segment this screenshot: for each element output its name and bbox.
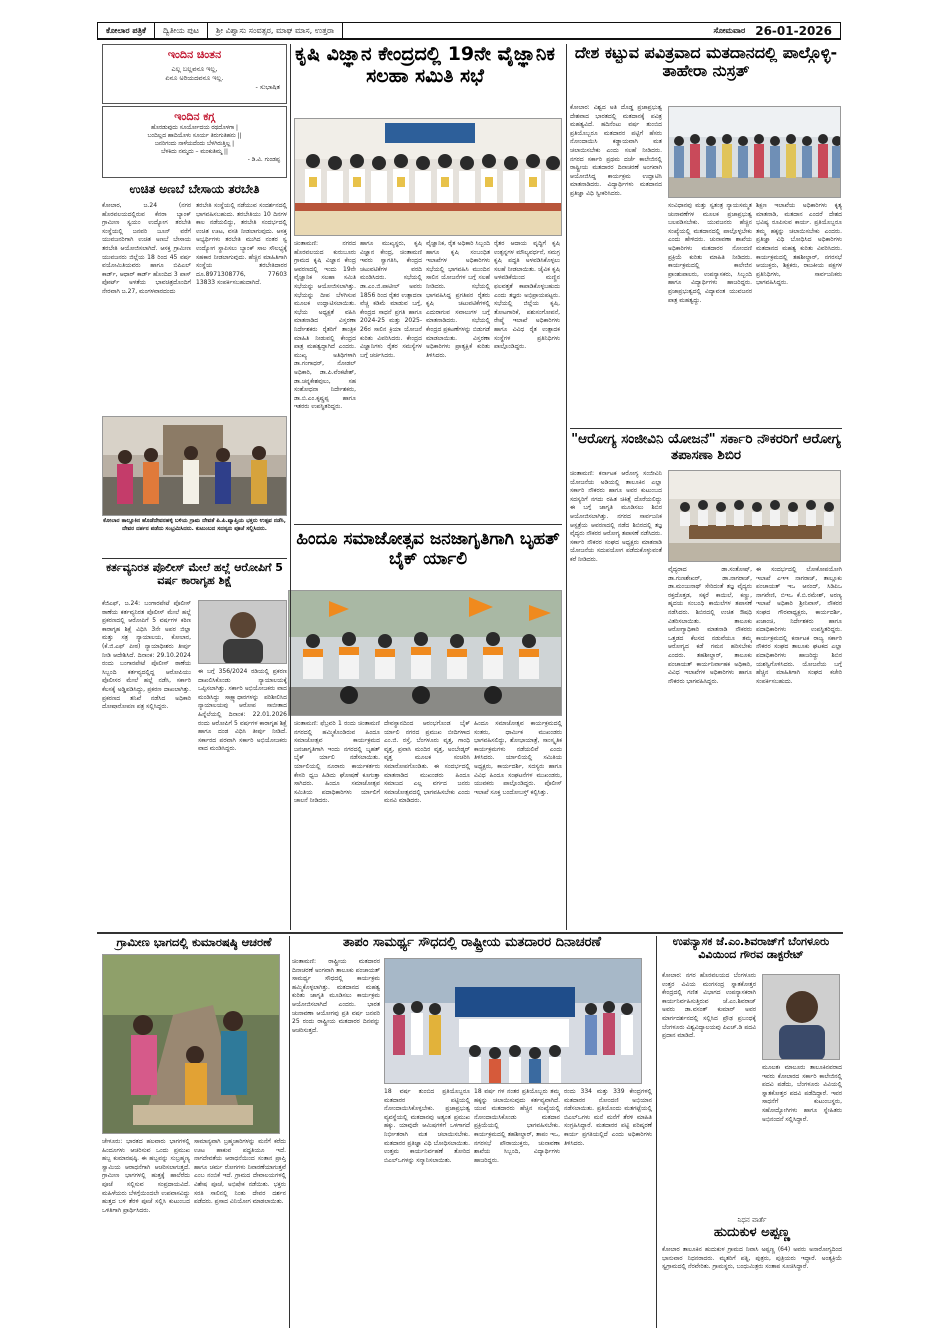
kagga-credit: - ಡಿ.ವಿ. ಗುಂಡಪ್ಪ: [247, 157, 280, 163]
kagga-line-4: ಬೆಳಕಿದು ನಮ್ಮದು – ಮಂಕುತಿಮ್ಮ ||: [161, 149, 228, 155]
obituary-headline: ಹುದುಕುಳ ಅಪ್ಪಣ್ಣ: [713, 1225, 791, 1240]
accused-photo-image: [199, 601, 287, 664]
kumarashashti-col-2: ಸಾಮಾನ್ಯವಾಗಿ ಬ್ರಹ್ಮಚಾರಿಗಳನ್ನು ಮನೆಗೆ ಕರೆದು ಊಟ ಹಾಕುವ ಪದ್ಧತಿಯೂ ಇದೆ. ನಾಗದೇವತೆಯ ಆರಾಧನೆಯಿಂದ ಸಂತಾನ ಪ್ರಾಪ್ತಿ ಹಾಗೂ ಚರ್ಮ ರೋಗಗಳು ನಿವಾರಣೆಯಾಗುತ್ತವೆ ಎಂಬ ನಂಬಿಕೆ ಇದೆ. ಗ್ರಾಮದ ದೇವಾಲಯಗಳಲ್ಲಿ ವಿಶೇಷ ಪೂಜೆ, ಅಭಿಷೇಕ ನಡೆಯಿತು. ಭಕ್ತರು ಸರತಿ ಸಾಲಿನಲ್ಲಿ ನಿಂತು ದೇವರ ದರ್ಶನ ಪಡೆದರು. ಪ್ರಸಾದ ವಿನಿಯೋಗ ಮಾಡಲಾಯಿತು.: [194, 1138, 286, 1206]
kvk-photo-image: [295, 119, 562, 236]
rally-photo: [288, 590, 562, 716]
kvk-col-1: ಚಿಂತಾಮಣಿ: ನಗರದ ಹೊರವಲಯದ ಕುರುಬೂರು ಗ್ರಾಮದ ಕೃಷಿ ವಿಜ್ಞಾನ ಕೇಂದ್ರ ಆವರಣದಲ್ಲಿ ಇಂದು 19ನೇ ವೈಜ್ಞಾನಿಕ ಸಲಹಾ ಸಮಿತಿ ಸಭೆಯನ್ನು ಆಯೋಜಿಸಲಾಗಿತ್ತು. ಸಭೆಯನ್ನು ದೀಪ ಬೆಳಗಿಸುವ ಮೂಲಕ ಉದ್ಘಾಟಿಸಲಾಯಿತು. ಸಭೆಯ ಅಧ್ಯಕ್ಷತೆ ವಹಿಸಿ ಮಾತನಾಡಿದ ವಿಸ್ತರಣಾ ನಿರ್ದೇಶಕರು ರೈತರಿಗೆ ತಾಂತ್ರಿಕ ಮಾಹಿತಿ ನೀಡುವಲ್ಲಿ ಕೇಂದ್ರದ ಪಾತ್ರ ಮಹತ್ವದ್ದಾಗಿದೆ ಎಂದರು. ಮುಖ್ಯ ಅತಿಥಿಗಳಾಗಿ ಡಾ.ಗಂಗಾಧರ್, ನೋಡಲ್ ಅಧಿಕಾರಿ, ಡಾ.ಪಿ.ವೆಂಕಟೇಶ್, ಡಾ.ಚನ್ನಕೇಶವುಲು, ಸಹ ಸಂಶೋಧನಾ ನಿರ್ದೇಶಕರು, ಡಾ.ಬಿ.ಎಂ.ಕೃಷ್ಣಪ್ಪ ಹಾಗೂ ಇತರರು ಉಪಸ್ಥಿತರಿದ್ದರು.: [294, 240, 356, 411]
police-col-1: ಕೆಜಿಎಫ್, ಜ.24: ಬಂಗಾರಪೇಟೆ ಪೊಲೀಸ್ ಠಾಣೆಯ ಕರ್ತವ್ಯನಿರತ ಪೊಲೀಸ್ ಮೇಲೆ ಹಲ್ಲೆ ಪ್ರಕರಣದಲ್ಲಿ ಆರೋಪಿಗೆ 5 ವರ್ಷಗಳ ಕಠಿಣ ಕಾರಾಗೃಹ ಶಿಕ್ಷೆ ವಿಧಿಸಿ 3ನೇ ಅಪರ ಜಿಲ್ಲಾ ಮತ್ತು ಸತ್ರ ನ್ಯಾಯಾಲಯ, ಕೋಲಾರ, (ಕೆ.ಜಿ.ಎಫ್ ಪೀಠ) ನ್ಯಾಯಾಧೀಶರು ತೀರ್ಪು ನೀಡಿ ಆದೇಶಿಸಿದೆ. ದಿನಾಂಕ: 29.10.2024 ರಂದು ಬಂಗಾರಪೇಟೆ ಪೊಲೀಸ್ ಠಾಣೆಯ ಸಿಬ್ಬಂದಿ ಕರ್ತವ್ಯದಲ್ಲಿದ್ದ ಆರೋಪಿಯು ಪೊಲೀಸರ ಮೇಲೆ ಹಲ್ಲೆ ನಡೆಸಿ, ಸರ್ಕಾರಿ ಕೆಲಸಕ್ಕೆ ಅಡ್ಡಿಪಡಿಸಿದ್ದು, ಪ್ರಕರಣ ದಾಖಲಾಗಿತ್ತು. ಪ್ರಕರಣದ ತನಿಖೆ ನಡೆಸಿದ ಅಧಿಕಾರಿ ದೋಷಾರೋಪಣ ಪತ್ರ ಸಲ್ಲಿಸಿದ್ದರು.: [102, 600, 191, 711]
police-headline: ಕರ್ತವ್ಯನಿರತ ಪೊಲೀಸ್ ಮೇಲೆ ಹಲ್ಲೆ ಆರೋಪಿಗೆ 5 ವರ್ಷ ಕಾರಾಗೃಹ ಶಿಕ್ಷೆ: [106, 561, 283, 587]
rally-col-1: ಚಿಂತಾಮಣಿ: ಫೆಬ್ರವರಿ 1 ರಂದು ಚಿಂತಾಮಣಿ ನಗರದಲ್ಲಿ ಹಮ್ಮಿಕೊಂಡಿರುವ ಹಿಂದೂ ಸಮಾಜೋತ್ಸವ ಕಾರ್ಯಕ್ರಮದ ಜನಜಾಗೃತಿಗಾಗಿ ಇಂದು ನಗರದಲ್ಲಿ ಬೃಹತ್ ಬೈಕ್ ರ್ಯಾಲಿ ನಡೆಸಲಾಯಿತು. ರ್ಯಾಲಿಯಲ್ಲಿ ನೂರಾರು ಕಾರ್ಯಕರ್ತರು ಕೇಸರಿ ಧ್ವಜ ಹಿಡಿದು ಘೋಷಣೆ ಕೂಗುತ್ತಾ ಸಾಗಿದರು. ಹಿಂದೂ ಸಮಾಜೋತ್ಸವ ಸಮಿತಿಯ ಪದಾಧಿಕಾರಿಗಳು ರ್ಯಾಲಿಗೆ ಚಾಲನೆ ನೀಡಿದರು.: [294, 720, 380, 805]
rally-headline: ಹಿಂದೂ ಸಮಾಜೋತ್ಸವ ಜನಜಾಗೃತಿಗಾಗಿ ಬೃಹತ್ ಬೈಕ್ ರ್ಯಾಲಿ: [296, 529, 560, 569]
rally-col-3: ಹಿಂದೂ ಸಮಾಜೋತ್ಸವ ಕಾರ್ಯಕ್ರಮದಲ್ಲಿ ಸಂತರು, ಧಾರ್ಮಿಕ ಮುಖಂಡರು ಭಾಗವಹಿಸಲಿದ್ದು, ಶೋಭಾಯಾತ್ರೆ, ಸಾಂಸ್ಕೃತಿಕ ಕಾರ್ಯಕ್ರಮಗಳು ನಡೆಯಲಿವೆ ಎಂದು ತಿಳಿಸಿದರು. ರ್ಯಾಲಿಯಲ್ಲಿ ಸಮಿತಿಯ ಅಧ್ಯಕ್ಷರು, ಕಾರ್ಯದರ್ಶಿ, ಸದಸ್ಯರು ಹಾಗೂ ವಿವಿಧ ಹಿಂದೂ ಸಂಘಟನೆಗಳ ಮುಖಂಡರು, ಯುವಕರು ಪಾಲ್ಗೊಂಡಿದ್ದರು. ಪೊಲೀಸ್ ಇಲಾಖೆ ಸೂಕ್ತ ಬಂದೋಬಸ್ತ್ ಕಲ್ಪಿಸಿತ್ತು.: [474, 720, 562, 796]
kumarashashti-headline: ಗ್ರಾಮೀಣ ಭಾಗದಲ್ಲಿ ಕುಮಾರಷಷ್ಠಿ ಆಚರಣೆ: [116, 935, 272, 949]
masthead-publisher-line: ಶ್ರೀ ವಿಶ್ವಾಸು ಸಂವತ್ಸರ, ಮಾಘ ಮಾಸ, ಉತ್ತರಾ: [208, 23, 343, 38]
rally-col-2: ದೇವಸ್ಥಾನದಿಂದ ಆರಂಭಗೊಂಡ ಬೈಕ್ ರ್ಯಾಲಿ ನಗರದ ಪ್ರಮುಖ ಬೀದಿಗಳಾದ ಎಂ.ಜಿ. ರಸ್ತೆ, ಬೆಂಗಳೂರು ವೃತ್ತ, ಗಾಂಧಿ ವೃತ್ತ, ಪ್ರವಾಸಿ ಮಂದಿರ ವೃತ್ತ, ಅಂಬೇಡ್ಕರ್ ವೃತ್ತ ಮೂಲಕ ಸಂಚರಿಸಿ ಸಮಾರೋಪಗೊಂಡಿತು. ಈ ಸಂದರ್ಭದಲ್ಲಿ ಮಾತನಾಡಿದ ಮುಖಂಡರು ಹಿಂದೂ ಸಮಾಜದ ಎಲ್ಲ ವರ್ಗದ ಜನರು ಸಮಾಜೋತ್ಸವದಲ್ಲಿ ಭಾಗವಹಿಸಬೇಕು ಎಂದು ಮನವಿ ಮಾಡಿದರು.: [384, 720, 470, 805]
divider-right-1: [570, 428, 842, 429]
kagga-line-2: ಬಂದಿಲ್ಲದ ಹಾದಿಯೊಳು ಸೂರ್ಯ ತಿರುಗುತಿಹನು ||: [147, 133, 242, 139]
health-photo-image: [669, 471, 841, 562]
kvk-headline: ಕೃಷಿ ವಿಜ್ಞಾನ ಕೇಂದ್ರದಲ್ಲಿ 19ನೇ ವೈಜ್ಞಾನಿಕ ಸಲಹಾ ಸಮಿತಿ ಸಭೆ: [295, 43, 555, 87]
thought-credit: - ಸುಭಾಷಿತ: [255, 83, 280, 91]
kvk-col-2: ಹಾಗೂ ಮುಖ್ಯಸ್ಥರು, ಕೃಷಿ ವಿಜ್ಞಾನ ಕೇಂದ್ರ, ಚಿಂತಾಮಣಿ ಇವರು ಸ್ವಾಗತಿಸಿ, ಕೇಂದ್ರದ ಚಟುವಟಿಕೆಗಳ ವರದಿ ಮಂಡಿಸಿದರು. ಸಭೆಯಲ್ಲಿ ಡಾ.ಎಂ.ಜಿ.ಪಾಟೀಲ್ ಅವರು 1856 ರಿಂದ ರೈತರ ಉತ್ಪಾದನಾ ವೆಚ್ಚ ಕಡಿಮೆ ಮಾಡುವ ಬಗ್ಗೆ, ಕೇಂದ್ರದ ಸಾಧನೆ ಪ್ರಗತಿ ಹಾಗೂ 2024-25 ಮತ್ತು 2025-26ರ ಸಾಲಿನ ಕ್ರಿಯಾ ಯೋಜನೆ ಕುರಿತು ವಿವರಿಸಿದರು. ಕೇಂದ್ರದ ವಿಜ್ಞಾನಿಗಳು ರೈತರ ಸಮಸ್ಯೆಗಳ ಬಗ್ಗೆ ಚರ್ಚಿಸಿದರು.: [360, 240, 422, 359]
health-col-1: ಚಿಂತಾಮಣಿ: ಕರ್ನಾಟಕ ಆರೋಗ್ಯ ಸಂಜೀವಿನಿ ಯೋಜನೆಯ ಅಡಿಯಲ್ಲಿ ತಾಲೂಕಿನ ಎಲ್ಲಾ ಸರ್ಕಾರಿ ನೌಕರರು ಹಾಗೂ ಅವರ ಕುಟುಂಬದ ಸದಸ್ಯರಿಗೆ ನಗದು ರಹಿತ ಚಿಕಿತ್ಸೆ ದೊರೆಯಲಿದ್ದು ಈ ಬಗ್ಗೆ ಜಾಗೃತಿ ಮೂಡಿಸಲು ಶಿಬಿರ ಆಯೋಜಿಸಲಾಗಿತ್ತು. ನಗರದ ಸಾರ್ವಜನಿಕ ಆಸ್ಪತ್ರೆಯ ಆವರಣದಲ್ಲಿ ನಡೆದ ಶಿಬಿರದಲ್ಲಿ ತಜ್ಞ ವೈದ್ಯರು ನೌಕರರ ಆರೋಗ್ಯ ತಪಾಸಣೆ ನಡೆಸಿದರು. ಸರ್ಕಾರಿ ನೌಕರರ ಸಂಘದ ಅಧ್ಯಕ್ಷರು ಮಾತನಾಡಿ ಯೋಜನೆಯ ಸದುಪಯೋಗ ಪಡೆದುಕೊಳ್ಳುವಂತೆ ಕರೆ ನೀಡಿದರು.: [570, 470, 662, 563]
kagga-line-3: ಜನರಿಗಂದು ನಾಳೆಯದೆಂದು ಬೆಳಗಿರುತ್ತಿಲ್ಲ |: [154, 141, 235, 147]
training-col-1: ಕೋಲಾರ, ಜ.24 (ನಗರ ಹೊರವಲಯದಲ್ಲಿರುವ ಕೆನರಾ ಬ್ಯಾಂಕ್ ಗ್ರಾಮೀಣ ಸ್ವಯಂ ಉದ್ಯೋಗ ತರಬೇತಿ ಸಂಸ್ಥೆಯಲ್ಲಿ ಜನವರಿ ಜೂನ್ ವರೆಗೆ ಯುವಜನರಿಗಾಗಿ ಉಚಿತ ಅಣಬೆ ಬೇಸಾಯ ತರಬೇತಿ ಆಯೋಜಿಸಲಾಗಿದೆ. ಆಸಕ್ತ ಗ್ರಾಮೀಣ ಯುವಜನರು ಜಿಲ್ಲೆಯ 18 ರಿಂದ 45 ವರ್ಷ ವಯೋಮಿತಿಯವರು ಹಾಗೂ ಬಿಪಿಎಲ್ ಕಾರ್ಡ್, ಆಧಾರ್ ಕಾರ್ಡ್ ಹೊಂದಿದ 3 ಪಾಸ್ ಪೋರ್ಟ್ ಅಳತೆಯ ಭಾವಚಿತ್ರದೊಂದಿಗೆ ನೇರವಾಗಿ ಜ.27, ಮಂಗಳವಾರದಂದು: [102, 202, 191, 295]
voters-day-col-3: 18 ವರ್ಷ ಗಳ ನಂತರ ಪ್ರತಿಯೊಬ್ಬರು ತಮ್ಮ ಹಕ್ಕನ್ನು ಚಲಾಯಿಸುವುದು ಕರ್ತವ್ಯವಾಗಿದೆ. ಯುವ ಮತದಾರರು ಹೆಚ್ಚಿನ ಸಂಖ್ಯೆಯಲ್ಲಿ ನೋಂದಾಯಿಸಿಕೊಂಡು ಮತದಾನ ಪ್ರಕ್ರಿಯೆಯಲ್ಲಿ ಭಾಗವಹಿಸಬೇಕು. ಕಾರ್ಯಕ್ರಮದಲ್ಲಿ ತಹಶೀಲ್ದಾರ್, ತಾಪಂ ಇಒ, ನಗರಸಭೆ ಪೌರಾಯುಕ್ತರು, ಚುನಾವಣಾ ಶಾಖೆಯ ಸಿಬ್ಬಂದಿ, ವಿದ್ಯಾರ್ಥಿಗಳು ಹಾಜರಿದ್ದರು.: [474, 1088, 560, 1164]
voters-day-col-2: 18 ವರ್ಷ ತುಂಬಿದ ಪ್ರತಿಯೊಬ್ಬರೂ ಮತದಾರರ ಪಟ್ಟಿಯಲ್ಲಿ ನೋಂದಾಯಿಸಿಕೊಳ್ಳಬೇಕು. ಪ್ರಜಾಪ್ರಭುತ್ವ ವ್ಯವಸ್ಥೆಯಲ್ಲಿ ಮತದಾನವು ಅತ್ಯಂತ ಪ್ರಮುಖ ಹಕ್ಕು. ಯಾವುದೇ ಆಮಿಷಗಳಿಗೆ ಒಳಗಾಗದೆ ನಿರ್ಭೀತರಾಗಿ ಮತ ಚಲಾಯಿಸಬೇಕು. ಮತದಾರರ ಪ್ರತಿಜ್ಞಾ ವಿಧಿ ಬೋಧಿಸಲಾಯಿತು. ಉತ್ತಮ ಕಾರ್ಯನಿರ್ವಹಣೆ ತೋರಿದ ಬಿಎಲ್‌ಒಗಳನ್ನು ಸನ್ಮಾನಿಸಲಾಯಿತು.: [384, 1088, 470, 1164]
kagga-box-title: ಇಂದಿನ ಕಗ್ಗ: [174, 110, 215, 123]
kumarashashti-photo-image: [103, 955, 280, 1134]
voters-day-photo: [384, 958, 642, 1084]
doctorate-photo-image: [763, 975, 840, 1060]
training-headline: ಉಚಿತ ಅಣಬೆ ಬೇಸಾಯ ತರಬೇತಿ: [129, 182, 260, 196]
temple-photo-caption: ಕೋಲಾರ ತಾಲ್ಲೂಕಿನ ಹೊಡೆದೇವನಹಳ್ಳಿ ಬಳಿಯ ಗ್ರಾಮ ದೇವತೆ ಪಿ.ಪಿ.ವ್ಯಾಪ್ತಿಯ ಭಕ್ತರು ಉತ್ಸವ ನಡೆಸಿ, ದೇವರ ದರ್ಶನ ಪಡೆದು ಸಂಭ್ರಮಿಸಿದರು. ಕುಟುಂಬದ ಸದಸ್ಯರು ಪೂಜೆ ಸಲ್ಲಿಸಿದರು.: [103, 518, 286, 532]
masthead-day: ಸೋಮವಾರ: [713, 25, 746, 35]
health-headline: "ಆರೋಗ್ಯ ಸಂಜೀವಿನಿ ಯೋಜನೆ" ಸರ್ಕಾರಿ ನೌಕರರಿಗೆ ಆರೋಗ್ಯ ತಪಾಸಣಾ ಶಿಬಿರ: [571, 431, 841, 463]
kvk-col-3: ವೈಜ್ಞಾನಿಕ, ರೈತ ಅಧಿಕಾರಿ ಸಿಬ್ಬಂದಿ ಹಾಗೂ ಕೃಷಿ ಸಂಬಂಧಿತ ಇಲಾಖೆಗಳ ಅಧಿಕಾರಿಗಳು ಸಭೆಯಲ್ಲಿ ಭಾಗವಹಿಸಿ ಮುಂದಿನ ಸಾಲಿನ ಯೋಜನೆಗಳ ಬಗ್ಗೆ ಸಲಹೆ ನೀಡಿದರು. ಸಭೆಯಲ್ಲಿ ಭಾಗವಹಿಸಿದ್ದ ಪ್ರಗತಿಪರ ರೈತರು ಕೃಷಿ ಚಟುವಟಿಕೆಗಳಲ್ಲಿ ಎದುರಾಗುವ ಸವಾಲುಗಳ ಬಗ್ಗೆ ಮಾತನಾಡಿದರು. ಸಭೆಯಲ್ಲಿ ಕೇಂದ್ರದ ಪ್ರಕಟಣೆಗಳನ್ನು ಬಿಡುಗಡೆ ಮಾಡಲಾಯಿತು. ವಿಸ್ತರಣಾ ಅಧಿಕಾರಿಗಳು ಪ್ರಾತ್ಯಕ್ಷಿಕೆ ಕುರಿತು ತಿಳಿಸಿದರು.: [426, 240, 490, 359]
kumarashashti-col-1: ಚೇಳೂರು: ಭಾರತದ ಹಲವಾರು ಭಾಗಗಳಲ್ಲಿ ಹಿಂದೂಗಳು ಆಚರಿಸುವ ಒಂದು ಪ್ರಮುಖ ಹಬ್ಬ ಕುಮಾರಷಷ್ಠಿ. ಈ ಹಬ್ಬವನ್ನು ಸುಬ್ರಹ್ಮಣ್ಯ ಸ್ವಾಮಿಯ ಆರಾಧನೆಗಾಗಿ ಆಚರಿಸಲಾಗುತ್ತದೆ. ಗ್ರಾಮೀಣ ಭಾಗಗಳಲ್ಲಿ ಹುತ್ತಕ್ಕೆ ಹಾಲೆರೆದು ಪೂಜೆ ಸಲ್ಲಿಸುವ ಸಂಪ್ರದಾಯವಿದೆ. ಮಹಿಳೆಯರು ಬೆಳಗ್ಗೆಯಿಂದಲೇ ಉಪವಾಸವಿದ್ದು ಹುತ್ತದ ಬಳಿ ತೆರಳಿ ಪೂಜೆ ಸಲ್ಲಿಸಿ ಕುಟುಂಬದ ಒಳಿತಿಗಾಗಿ ಪ್ರಾರ್ಥಿಸಿದರು.: [102, 1138, 190, 1214]
divider-vertical-bottom-2: [656, 936, 657, 1328]
masthead-bar: [97, 22, 841, 40]
doctorate-photo: [762, 974, 840, 1060]
doctorate-col-2: ಮೂಲತಃ ಮಾಲೂರು ತಾಲೂಕಿನವರಾದ ಇವರು ಕೋಲಾರದ ಸರ್ಕಾರಿ ಕಾಲೇಜಿನಲ್ಲಿ ಪದವಿ ಪಡೆದು, ಬೆಂಗಳೂರು ವಿವಿಯಲ್ಲಿ ಸ್ನಾತಕೋತ್ತರ ಪದವಿ ಪಡೆದಿದ್ದಾರೆ. ಇವರ ಸಾಧನೆಗೆ ಕುಟುಂಬಸ್ಥರು, ಸಹೋದ್ಯೋಗಿಗಳು ಹಾಗೂ ಸ್ನೇಹಿತರು ಅಭಿನಂದನೆ ಸಲ್ಲಿಸಿದ್ದಾರೆ.: [762, 1064, 842, 1123]
masthead-date: 26-01-2026: [755, 23, 832, 38]
health-col-3: ಈ ಸಂದರ್ಭದಲ್ಲಿ ಲೋಕೋಪಯೋಗಿ ಇಲಾಖೆ ಎಇಇ ನಾಗರಾಜ್, ತಾಲ್ಲೂಕು ಪಂಚಾಯತ್ ಇಒ ಆನಂದ್, ಸಿಡಿಪಿಒ ನಾಗವೇಣಿ, ಬಿಇಒ ಕೆ.ಬಿ.ರಮೇಶ್, ಅರಣ್ಯ ಇಲಾಖೆ ಅಧಿಕಾರಿ ಶ್ರೀನಿವಾಸ್, ನೌಕರರ ಸಂಘದ ಗೌರವಾಧ್ಯಕ್ಷರು, ಕಾರ್ಯದರ್ಶಿ, ಖಜಾಂಚಿ, ನಿರ್ದೇಶಕರು ಹಾಗೂ ಪದಾಧಿಕಾರಿಗಳು ಉಪಸ್ಥಿತರಿದ್ದರು. ಕಾರ್ಯಕ್ರಮದಲ್ಲಿ ಕರ್ನಾಟಕ ರಾಜ್ಯ ಸರ್ಕಾರಿ ನೌಕರರ ಸಂಘದ ತಾಲೂಕು ಘಟಕದ ಎಲ್ಲಾ ಪದಾಧಿಕಾರಿಗಳು ಹಾಜರಿದ್ದು ಶಿಬಿರ ಯಶಸ್ವಿಗೊಳಿಸಿದರು. ಯೋಜನೆಯ ಬಗ್ಗೆ ಹೆಚ್ಚಿನ ಮಾಹಿತಿಗಾಗಿ ಸಂಘದ ಕಚೇರಿ ಸಂಪರ್ಕಿಸಬಹುದು.: [756, 566, 842, 685]
accused-photo: [198, 600, 287, 664]
voters-day-col-1: ಚಿಂತಾಮಣಿ: ರಾಷ್ಟ್ರೀಯ ಮತದಾರರ ದಿನಾಚರಣೆ ಅಂಗವಾಗಿ ತಾಲೂಕು ಪಂಚಾಯತ್ ಸಾಮರ್ಥ್ಯ ಸೌಧದಲ್ಲಿ ಕಾರ್ಯಕ್ರಮ ಹಮ್ಮಿಕೊಳ್ಳಲಾಗಿತ್ತು. ಮತದಾನದ ಮಹತ್ವ ಕುರಿತು ಜಾಗೃತಿ ಮೂಡಿಸಲು ಕಾರ್ಯಕ್ರಮ ಆಯೋಜಿಸಲಾಗಿದೆ ಎಂದರು. ಭಾರತ ಚುನಾವಣಾ ಆಯೋಗವು ಪ್ರತಿ ವರ್ಷ ಜನವರಿ 25 ರಂದು ರಾಷ್ಟ್ರೀಯ ಮತದಾರರ ದಿನವನ್ನು ಆಚರಿಸುತ್ತದೆ.: [292, 958, 380, 1034]
obituary-kicker: ನಿಧನ ವಾರ್ತೆ: [737, 1216, 767, 1224]
voters-day-photo-image: [385, 959, 642, 1084]
oath-photo-image: [669, 107, 841, 198]
divider-vertical-right: [566, 44, 567, 930]
thought-box-title: ಇಂದಿನ ಚಿಂತನ: [167, 48, 222, 61]
kvk-photo: [294, 118, 562, 236]
divider-center-1: [294, 524, 562, 525]
oath-col-3: ಶಿಕ್ಷಣ ಇಲಾಖೆಯ ಅಧಿಕಾರಿಗಳು ಕೃತ್ಯ ಮಾತನಾಡಿ, ಮತದಾನ ಎಂದರೆ ದೇಶದ ಭವಿಷ್ಯ ರೂಪಿಸುವ ಕಾರ್ಯ. ಪ್ರತಿಯೊಬ್ಬರೂ ತಮ್ಮ ಹಕ್ಕನ್ನು ಚಲಾಯಿಸಬೇಕು ಎಂದರು. ಪ್ರತಿಜ್ಞಾ ವಿಧಿ ಬೋಧಿಸಿದ ಅಧಿಕಾರಿಗಳು ಮತದಾನದ ಮಹತ್ವ ಕುರಿತು ವಿವರಿಸಿದರು. ಕಾರ್ಯಕ್ರಮದಲ್ಲಿ ತಹಶೀಲ್ದಾರ್, ನಗರಸಭೆ ಆಯುಕ್ತರು, ಶಿಕ್ಷಕರು, ರಾಜಕೀಯ ಪಕ್ಷಗಳ ಪ್ರತಿನಿಧಿಗಳು, ಸಾರ್ವಜನಿಕರು ಭಾಗವಹಿಸಿದ್ದರು.: [756, 202, 842, 287]
divider-bottom: [97, 932, 843, 934]
oath-headline: ದೇಶ ಕಟ್ಟುವ ಪವಿತ್ರವಾದ ಮತದಾನದಲ್ಲಿ ಪಾಲ್ಗೊಳ್ಳಿ-ತಾಹೇರಾ ನುಸ್ರತ್: [574, 43, 838, 81]
kagga-line-1: ಹೊರಡುವುದು ಸೂರ್ಯೋದಯ ರಥದೊಳಗಾ |: [151, 125, 238, 131]
health-photo: [668, 470, 841, 562]
voters-day-headline: ತಾಪಂ ಸಾಮರ್ಥ್ಯ ಸೌಧದಲ್ಲಿ ರಾಷ್ಟ್ರೀಯ ಮತದಾರರ ದಿನಾಚರಣೆ: [342, 935, 602, 950]
doctorate-col-1: ಕೋಲಾರ: ನಗರ ಹೊರವಲಯದ ಬೆಂಗಳೂರು ಉತ್ತರ ವಿವಿಯ ಮಂಗಸಂದ್ರ ಸ್ನಾತಕೋತ್ತರ ಕೇಂದ್ರದಲ್ಲಿ ಗಣಿತ ವಿಭಾಗದ ಉಪನ್ಯಾಸಕರಾಗಿ ಕಾರ್ಯನಿರ್ವಹಿಸುತ್ತಿರುವ ಜೆ.ಎಂ.ಶಿವರಾಜ್ ಅವರು ಡಾ.ವಸಂತ್ ಕುಮಾರ್ ಅವರ ಮಾರ್ಗದರ್ಶನದಲ್ಲಿ ಸಲ್ಲಿಸಿದ ಪ್ರೌಢ ಪ್ರಬಂಧಕ್ಕೆ ಬೆಂಗಳೂರು ವಿಶ್ವವಿದ್ಯಾಲಯವು ಪಿಎಚ್.ಡಿ ಪದವಿ ಪ್ರದಾನ ಮಾಡಿದೆ.: [662, 972, 756, 1040]
doctorate-headline: ಉಪನ್ಯಾಸಕ ಜೆ.ಎಂ.ಶಿವರಾಜ್‌ಗೆ ಬೆಂಗಳೂರು ವಿವಿಯಿಂದ ಗೌರವ ಡಾಕ್ಟರೇಟ್: [672, 935, 830, 961]
divider-vertical-bottom-1: [289, 936, 290, 1328]
thought-line-1: ಎಲ್ಲ ಬಲ್ಲವನೂ ಇಲ್ಲ,: [171, 65, 218, 73]
rally-photo-image: [289, 591, 562, 716]
training-col-2: ತರಬೇತಿ ಸಂಸ್ಥೆಯಲ್ಲಿ ನಡೆಯುವ ಸಂದರ್ಶನದಲ್ಲಿ ಭಾಗವಹಿಸಬಹುದು. ತರಬೇತಿಯು 10 ದಿನಗಳ ಕಾಲ ನಡೆಯಲಿದ್ದು, ತರಬೇತಿ ಸಂದರ್ಭದಲ್ಲಿ ಉಚಿತ ಊಟ, ವಸತಿ ನೀಡಲಾಗುವುದು. ಆಸಕ್ತ ಅಭ್ಯರ್ಥಿಗಳು ತರಬೇತಿ ಮುಗಿದ ನಂತರ ಸ್ವ ಉದ್ಯೋಗ ಸ್ಥಾಪಿಸಲು ಬ್ಯಾಂಕ್ ಸಾಲ ಸೌಲಭ್ಯಕ್ಕೆ ಸಹಕಾರ ನೀಡಲಾಗುವುದು. ಹೆಚ್ಚಿನ ಮಾಹಿತಿಗಾಗಿ ಸಂಸ್ಥೆಯ ತರಬೇತಿದಾರರ ದೂ.8971308776, 77603 13833 ಸಂಪರ್ಕಿಸಬಹುದಾಗಿದೆ.: [196, 202, 287, 287]
police-col-2: ಈ ಬಗ್ಗೆ 356/2024 ರಡಿಯಲ್ಲಿ ಪ್ರಕರಣ ದಾಖಲಿಸಿಕೊಂಡು ನ್ಯಾಯಾಲಯಕ್ಕೆ ಒಪ್ಪಿಸಲಾಗಿತ್ತು. ಸರ್ಕಾರಿ ಅಭಿಯೋಜಕರು ವಾದ ಮಂಡಿಸಿದ್ದು ಸಾಕ್ಷ್ಯಾಧಾರಗಳನ್ನು ಪರಿಶೀಲಿಸಿದ ನ್ಯಾಯಾಲಯವು ಆರೋಪ ಸಾಬೀತಾದ ಹಿನ್ನೆಲೆಯಲ್ಲಿ ದಿನಾಂಕ: 22.01.2026 ರಂದು ಆರೋಪಿಗೆ 5 ವರ್ಷಗಳ ಕಾರಾಗೃಹ ಶಿಕ್ಷೆ ಹಾಗೂ ದಂಡ ವಿಧಿಸಿ ತೀರ್ಪು ನೀಡಿದೆ. ಸರ್ಕಾರದ ಪರವಾಗಿ ಸರ್ಕಾರಿ ಅಭಿಯೋಜಕರು ವಾದ ಮಂಡಿಸಿದ್ದರು.: [198, 668, 287, 753]
oath-col-2: ಸಂವಿಧಾನವು ಮತ್ತು ಸ್ವತಂತ್ರ ನ್ಯಾಯಸಮ್ಮತ ಚುನಾವಣೆಗಳ ಮೂಲಕ ಪ್ರಜಾಪ್ರಭುತ್ವ ಬಲಪಡಿಸಬೇಕು. ಯುವಜನರು ಹೆಚ್ಚಿನ ಸಂಖ್ಯೆಯಲ್ಲಿ ಮತದಾನದಲ್ಲಿ ಪಾಲ್ಗೊಳ್ಳಬೇಕು ಎಂದು ಹೇಳಿದರು. ಚುನಾವಣಾ ಶಾಖೆಯ ಅಧಿಕಾರಿಗಳು ಮತದಾರರ ನೋಂದಣಿ ಪ್ರಕ್ರಿಯೆ ಕುರಿತು ಮಾಹಿತಿ ನೀಡಿದರು. ಕಾರ್ಯಕ್ರಮದಲ್ಲಿ ಕಾಲೇಜಿನ ಪ್ರಾಂಶುಪಾಲರು, ಉಪನ್ಯಾಸಕರು, ಸಿಬ್ಬಂದಿ ಹಾಗೂ ವಿದ್ಯಾರ್ಥಿಗಳು ಹಾಜರಿದ್ದರು. ಪ್ರಜಾಪ್ರಭುತ್ವದಲ್ಲಿ ವಿದ್ಯಾವಂತ ಯುವಜನರ ಪಾತ್ರ ಮಹತ್ವದ್ದು.: [668, 202, 752, 304]
masthead-paper-name: ಕೋಲಾರ ಪತ್ರಿಕೆ: [98, 23, 155, 38]
temple-photo-image: [103, 417, 287, 516]
divider-left-1: [102, 558, 287, 559]
masthead-page-label: ದ್ವಿತೀಯ ಪುಟ: [155, 23, 208, 38]
kagga-box: [102, 106, 287, 178]
thought-line-2: ಏನೂ ಅರಿಯದವನೂ ಇಲ್ಲ.: [165, 74, 224, 82]
oath-photo: [668, 106, 841, 198]
voters-day-col-4: ರಂದು 334 ಮತ್ತು 339 ಕೇಂದ್ರಗಳಲ್ಲಿ ಮತದಾರರ ನೋಂದಣಿ ಅಭಿಯಾನ ನಡೆಸಲಾಯಿತು. ಪ್ರತಿಯೊಂದು ಮತಗಟ್ಟೆಯಲ್ಲಿ ಬಿಎಲ್‌ಒಗಳು ಮನೆ ಮನೆಗೆ ತೆರಳಿ ಮಾಹಿತಿ ಸಂಗ್ರಹಿಸಿದ್ದಾರೆ. ಮತದಾರರ ಪಟ್ಟಿ ಪರಿಷ್ಕರಣೆ ಕಾರ್ಯ ಪ್ರಗತಿಯಲ್ಲಿದೆ ಎಂದು ಅಧಿಕಾರಿಗಳು ತಿಳಿಸಿದರು.: [564, 1088, 652, 1147]
thought-box: [102, 44, 287, 104]
obituary-text: ಕೋಲಾರ ತಾಲೂಕಿನ ಹುದುಕುಳ ಗ್ರಾಮದ ನಿವಾಸಿ ಅಪ್ಪಣ್ಣ (64) ಅವರು ಅನಾರೋಗ್ಯದಿಂದ ಭಾನುವಾರ ನಿಧನರಾದರು. ಮೃತರಿಗೆ ಪತ್ನಿ, ಪುತ್ರರು, ಪುತ್ರಿಯರು ಇದ್ದಾರೆ. ಅಂತ್ಯಕ್ರಿಯೆ ಸ್ವಗ್ರಾಮದಲ್ಲಿ ನೆರವೇರಿತು. ಗ್ರಾಮಸ್ಥರು, ಬಂಧುಮಿತ್ರರು ಸಂತಾಪ ಸೂಚಿಸಿದ್ದಾರೆ.: [662, 1246, 842, 1271]
kvk-col-4: ರೈತರ ಆದಾಯ ವೃದ್ಧಿಗೆ ಕೃಷಿ ಉತ್ಪನ್ನಗಳ ಮೌಲ್ಯವರ್ಧನೆ, ಸಮಗ್ರ ಕೃಷಿ ಪದ್ಧತಿ ಅಳವಡಿಸಿಕೊಳ್ಳಲು ಸಲಹೆ ನೀಡಲಾಯಿತು. ಜೈವಿಕ ಕೃಷಿ ಅಳವಡಿಕೆಯಿಂದ ಮಣ್ಣಿನ ಫಲವತ್ತತೆ ಕಾಪಾಡಿಕೊಳ್ಳಬಹುದು ಎಂದು ತಜ್ಞರು ಅಭಿಪ್ರಾಯಪಟ್ಟರು. ಸಭೆಯಲ್ಲಿ ಜಿಲ್ಲೆಯ ಕೃಷಿ, ತೋಟಗಾರಿಕೆ, ಪಶುಸಂಗೋಪನೆ, ರೇಷ್ಮೆ ಇಲಾಖೆ ಅಧಿಕಾರಿಗಳು ಹಾಗೂ ವಿವಿಧ ರೈತ ಉತ್ಪಾದಕ ಸಂಸ್ಥೆಗಳ ಪ್ರತಿನಿಧಿಗಳು ಪಾಲ್ಗೊಂಡಿದ್ದರು.: [494, 240, 560, 351]
oath-col-1: ಕೋಲಾರ: ವಿಶ್ವದ ಅತಿ ದೊಡ್ಡ ಪ್ರಜಾಪ್ರಭುತ್ವ ದೇಶವಾದ ಭಾರತದಲ್ಲಿ ಮತದಾನಕ್ಕೆ ಪವಿತ್ರ ಮಹತ್ವವಿದೆ. ಹದಿನೆಂಟು ವರ್ಷ ತುಂಬಿದ ಪ್ರತಿಯೊಬ್ಬರೂ ಮತದಾರರ ಪಟ್ಟಿಗೆ ಹೆಸರು ನೋಂದಾಯಿಸಿ ಕಡ್ಡಾಯವಾಗಿ ಮತ ಚಲಾಯಿಸಬೇಕು ಎಂದು ಸಲಹೆ ನೀಡಿದರು. ನಗರದ ಸರ್ಕಾರಿ ಪ್ರಥಮ ದರ್ಜೆ ಕಾಲೇಜಿನಲ್ಲಿ ರಾಷ್ಟ್ರೀಯ ಮತದಾರರ ದಿನಾಚರಣೆ ಅಂಗವಾಗಿ ಆಯೋಜಿಸಿದ್ದ ಕಾರ್ಯಕ್ರಮ ಉದ್ಘಾಟಿಸಿ ಮಾತನಾಡಿದರು. ವಿದ್ಯಾರ್ಥಿಗಳು ಮತದಾನದ ಪ್ರತಿಜ್ಞಾ ವಿಧಿ ಸ್ವೀಕರಿಸಿದರು.: [570, 104, 662, 197]
divider-vertical-left: [290, 44, 291, 930]
temple-photo: [102, 416, 287, 516]
health-col-2: ವೈದ್ಯರಾದ ಡಾ.ಸಂತೋಷ್, ಡಾ.ಗುಣಶೇಖರ್, ಡಾ.ನಾಗರಾಜ್, ಡಾ.ಮಂಜುನಾಥ್ ಸೇರಿದಂತೆ ತಜ್ಞ ವೈದ್ಯರು ರಕ್ತದೊತ್ತಡ, ಸಕ್ಕರೆ ಕಾಯಿಲೆ, ಕಣ್ಣು, ಹೃದಯ ಸಂಬಂಧಿ ಕಾಯಿಲೆಗಳ ತಪಾಸಣೆ ನಡೆಸಿದರು. ಶಿಬಿರದಲ್ಲಿ ಉಚಿತ ಔಷಧಿ ವಿತರಿಸಲಾಯಿತು. ತಾಲೂಕು ಆರೋಗ್ಯಾಧಿಕಾರಿ ಮಾತನಾಡಿ ನೌಕರರು ಒತ್ತಡದ ಕೆಲಸದ ನಡುವೆಯೂ ತಮ್ಮ ಆರೋಗ್ಯದ ಕಡೆ ಗಮನ ಹರಿಸಬೇಕು ಎಂದರು. ತಹಶೀಲ್ದಾರ್, ತಾಲೂಕು ಪಂಚಾಯತ್ ಕಾರ್ಯನಿರ್ವಾಹಕ ಅಧಿಕಾರಿ, ವಿವಿಧ ಇಲಾಖೆಗಳ ಅಧಿಕಾರಿಗಳು ಹಾಗೂ ನೌಕರರು ಭಾಗವಹಿಸಿದ್ದರು.: [668, 566, 752, 685]
kumarashashti-photo: [102, 954, 280, 1134]
